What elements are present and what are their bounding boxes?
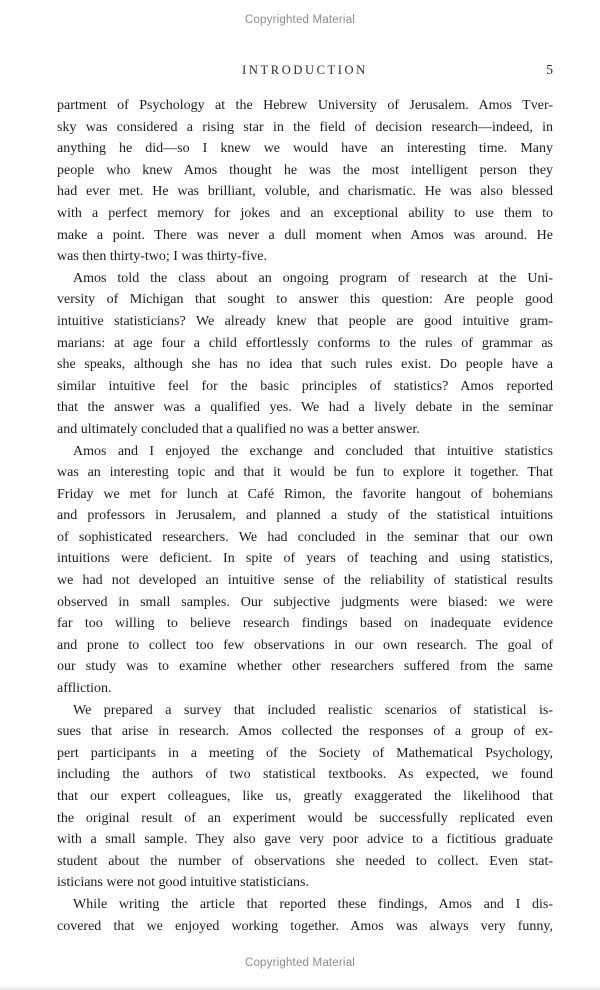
text-line: intuitions were deficient. In spite of years of teaching and using statistics, [57,551,553,567]
text-line: and prone to collect too few observations in our own research. The goal of [57,637,553,653]
text-line: We prepared a survey that included realistic scenarios of statistical is- [73,702,553,718]
text-line: had ever met. He was brilliant, voluble, and charismatic. He was also blessed [57,184,553,200]
text-line: make a point. There was never a dull moment when Amos was around. He [57,227,553,243]
text-line: the original result of an experiment would be successfully replicated even [57,810,553,826]
text-line: anything he did—so I knew we would have an interesting time. Many [57,141,553,157]
text-line: marians: at age four a child effortlessly conforms to the rules of grammar as [57,335,553,351]
text-line: Amos told the class about an ongoing program of research at the Uni- [73,270,553,286]
watermark-bottom: Copyrighted Material [244,957,356,969]
text-line: and professors in Jerusalem, and planned a study of the statistical intuitions [57,508,553,524]
text-line: sues that arise in research. Amos collected the responses of a group of ex- [57,724,553,740]
text-line: Friday we met for lunch at Café Rimon, the favorite hangout of bohemians [57,486,553,502]
text-line: observed in small samples. Our subjective judgments were biased: we were [57,594,553,610]
text-line: pert participants in a meeting of the Society of Mathematical Psychology, [57,745,553,761]
text-line: was an interesting topic and that it would be fun to explore it together. That [57,465,553,481]
text-line: isticians were not good intuitive statisticians. [57,875,309,891]
text-line: intuitive statisticians? We already knew that people are good intuitive gram- [57,313,553,329]
text-line: that our expert colleagues, like us, greatly exaggerated the likelihood that [57,789,553,804]
text-line: partment of Psychology at the Hebrew University of Jerusalem. Amos Tver- [57,98,553,113]
text-line: was then thirty-two; I was thirty-five. [57,249,267,265]
text-line: with a perfect memory for jokes and an exceptional ability to use them to [57,205,553,221]
text-line: sky was considered a rising star in the field of decision research—indeed, in [57,119,553,135]
text-line: While writing the article that reported these findings, Amos and I dis- [73,896,553,912]
text-line: people who knew Amos thought he was the most intelligent person they [57,162,553,178]
text-line: we had not developed an intuitive sense of the reliability of statistical results [57,573,553,589]
text-line: of sophisticated researchers. We had concluded in the seminar that our own [57,529,553,545]
chapter-title: INTRODUCTION [242,63,368,77]
text-line: versity of Michigan that sought to answer this question: Are people good [57,292,553,308]
page-edge [0,985,600,990]
text-line: and ultimately concluded that a qualified no was a better answer. [57,421,420,437]
text-line: Amos and I enjoyed the exchange and concluded that intuitive statistics [73,443,553,459]
page-number: 5 [546,62,553,77]
text-line: student about the number of observations she needed to collect. Even stat- [57,853,553,869]
text-line: with a small sample. They also gave very poor advice to a fictitious graduate [57,832,553,848]
text-line: affliction. [57,681,112,697]
text-line: that the answer was a qualified yes. We had a lively debate in the seminar [57,400,553,416]
watermark-top: Copyrighted Material [244,14,356,26]
text-line: our study was to examine whether other researchers suffered from the same [57,659,553,675]
text-line: including the authors of two statistical textbooks. As expected, we found [57,767,553,783]
text-line: covered that we enjoyed working together. Amos was always very funny, [57,918,553,934]
page-header [57,63,553,81]
text-line: similar intuitive feel for the basic principles of statistics? Amos reported [57,378,553,394]
text-line: far too willing to believe research findings based on inadequate evidence [57,616,553,632]
body-text [57,95,553,937]
text-line: she speaks, although she has no idea that such rules exist. Do people have a [57,357,553,373]
